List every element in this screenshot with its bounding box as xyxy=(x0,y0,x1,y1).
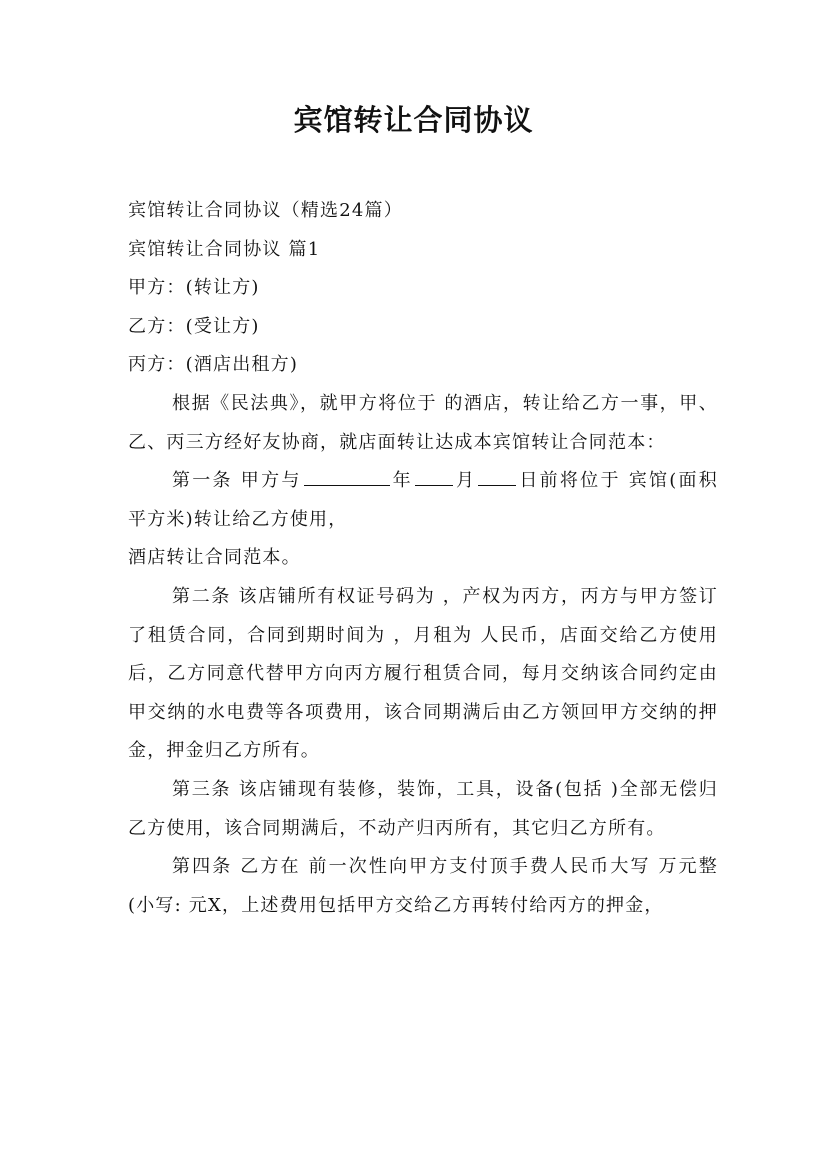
sample-line: 酒店转让合同范本。 xyxy=(128,547,301,569)
date-blank-party xyxy=(304,467,390,486)
party-c-line: 丙方：(酒店出租方) xyxy=(128,354,299,376)
clause-1-year: 年 xyxy=(391,470,413,492)
clause-2-paragraph: 第二条 该店铺所有权证号码为 ，产权为丙方，丙方与甲方签订了租赁合同，合同到期时间为 ，月租为 人民币，店面交给乙方使用后，乙方同意代替甲方向丙方履行租赁合同，每月交纳该合同约定由甲交纳的水电费等各项费用，该合同期满后由乙方领回甲方交纳的押金，押金归乙方所有。 xyxy=(128,585,718,762)
clause-4-paragraph: 第四条 乙方在 前一次性向甲方支付顶手费人民币大写 万元整(小写: 元X，上述费用包括甲方交给乙方再转付给丙方的押金， xyxy=(128,856,718,916)
document-body xyxy=(128,192,718,925)
clause-3-paragraph: 第三条 该店铺现有装修，装饰，工具，设备(包括 )全部无偿归乙方使用，该合同期满后，不动产归丙所有，其它归乙方所有。 xyxy=(128,778,718,839)
subtitle-line: 宾馆转让合同协议（精选24篇） xyxy=(128,200,403,221)
date-blank-day xyxy=(478,467,516,486)
document-title: 宾馆转让合同协议 xyxy=(293,103,534,137)
party-b-line: 乙方：(受让方) xyxy=(128,315,260,337)
article-heading: 宾馆转让合同协议 篇1 xyxy=(128,238,321,260)
clause-1-month: 月 xyxy=(454,470,477,492)
clause-1-start: 第一条 甲方与 xyxy=(172,470,302,492)
party-a-line: 甲方：(转让方) xyxy=(128,277,260,299)
clause-1-end: 日前将位于 宾馆(面积 平方米)转让给乙方使用， xyxy=(128,470,718,530)
date-blank-month xyxy=(415,467,453,486)
intro-paragraph: 根据《民法典》，就甲方将位于 的酒店，转让给乙方一事，甲、乙、丙三方经好友协商，就店面转让达成本宾馆转让合同范本： xyxy=(128,392,718,453)
clause-1-paragraph xyxy=(128,462,718,539)
